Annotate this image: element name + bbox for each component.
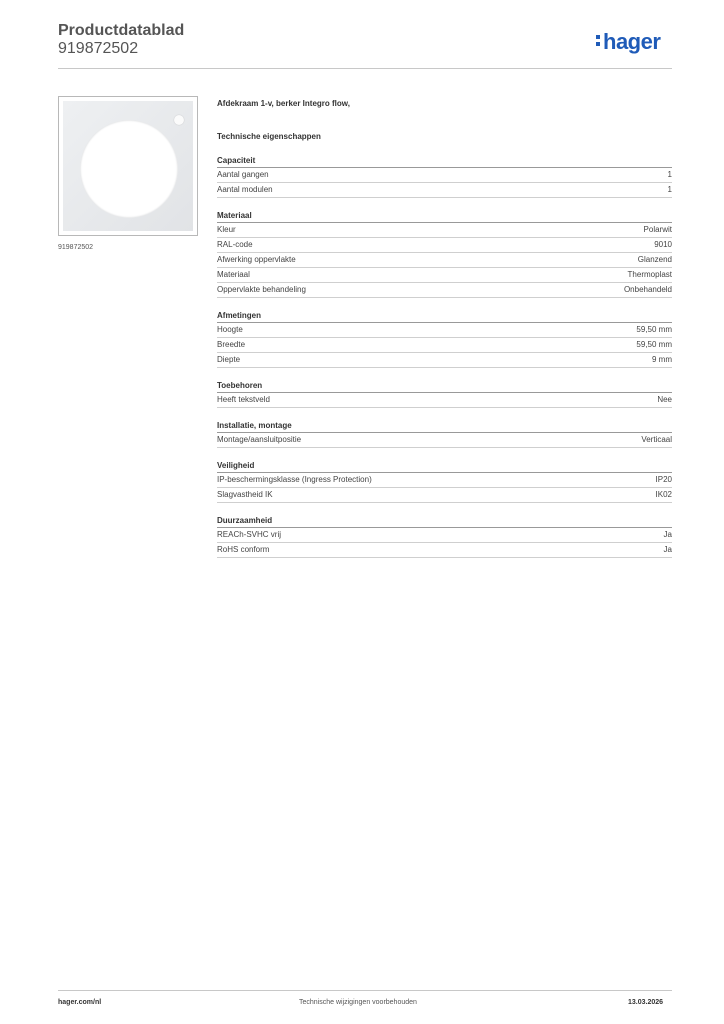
spec-row	[217, 353, 672, 368]
spec-row	[217, 253, 672, 268]
footer-divider	[58, 990, 672, 991]
spec-group	[217, 420, 672, 448]
spec-row	[217, 528, 672, 543]
header-divider	[58, 68, 672, 69]
spec-row	[217, 168, 672, 183]
spec-value: 9010	[654, 240, 672, 249]
spec-group-title: Capaciteit	[217, 155, 672, 168]
spec-label: Diepte	[217, 355, 241, 364]
cover-frame-led-icon	[174, 115, 184, 125]
spec-group-title: Afmetingen	[217, 310, 672, 323]
spec-row	[217, 473, 672, 488]
product-image	[58, 96, 198, 236]
spec-row	[217, 323, 672, 338]
spec-row	[217, 268, 672, 283]
footer-website: hager.com/nl	[58, 999, 102, 1006]
spec-group-title: Duurzaamheid	[217, 515, 672, 528]
cover-frame-opening	[80, 120, 178, 218]
product-title: Afdekraam 1-v, berker Integro flow,	[217, 99, 350, 108]
spec-row	[217, 543, 672, 558]
spec-group	[217, 210, 672, 298]
hager-logo	[596, 29, 660, 55]
spec-label: Hoogte	[217, 325, 243, 334]
spec-group-title: Installatie, montage	[217, 420, 672, 433]
spec-value: 1	[667, 185, 672, 194]
spec-row	[217, 183, 672, 198]
spec-label: IP-beschermingsklasse (Ingress Protection)	[217, 475, 372, 484]
logo-dots-icon	[596, 32, 600, 46]
spec-row	[217, 283, 672, 298]
product-image-caption: 919872502	[58, 244, 94, 251]
spec-group-title: Materiaal	[217, 210, 672, 223]
spec-label: Materiaal	[217, 270, 250, 279]
spec-row	[217, 433, 672, 448]
spec-value: 59,50 mm	[636, 325, 672, 334]
spec-label: RAL-code	[217, 240, 253, 249]
spec-value: 1	[667, 170, 672, 179]
spec-value: Ja	[663, 530, 672, 539]
logo-text: hager	[603, 29, 661, 54]
spec-group-title: Veiligheid	[217, 460, 672, 473]
page-title: Productdatablad	[58, 22, 185, 39]
cover-frame-plate	[63, 101, 193, 231]
spec-label: Breedte	[217, 340, 246, 349]
spec-groups	[217, 155, 672, 558]
spec-label: RoHS conform	[217, 545, 270, 554]
footer-disclaimer: Technische wijzigingen voorbehouden	[299, 999, 417, 1006]
spec-value: Ja	[663, 545, 672, 554]
spec-group	[217, 380, 672, 408]
footer-date: 13.03.2026	[628, 999, 664, 1006]
spec-group	[217, 310, 672, 368]
spec-value: IK02	[655, 490, 672, 499]
spec-row	[217, 238, 672, 253]
spec-value: Nee	[657, 395, 672, 404]
spec-group-title: Toebehoren	[217, 380, 672, 393]
spec-label: Kleur	[217, 225, 236, 234]
spec-label: Slagvastheid IK	[217, 490, 273, 499]
spec-value: IP20	[655, 475, 672, 484]
spec-label: Aantal gangen	[217, 170, 269, 179]
spec-group	[217, 515, 672, 558]
spec-row	[217, 223, 672, 238]
spec-group	[217, 460, 672, 503]
spec-label: Oppervlakte behandeling	[217, 285, 306, 294]
spec-label: Montage/aansluitpositie	[217, 435, 302, 444]
spec-value: Verticaal	[641, 435, 672, 444]
spec-value: Glanzend	[637, 255, 672, 264]
spec-label: Afwerking oppervlakte	[217, 255, 296, 264]
spec-label: Heeft tekstveld	[217, 395, 270, 404]
spec-value: Onbehandeld	[623, 285, 672, 294]
spec-row	[217, 338, 672, 353]
spec-label: REACh-SVHC vrij	[217, 530, 282, 539]
spec-value: Polarwit	[643, 225, 672, 234]
spec-value: Thermoplast	[627, 270, 672, 279]
spec-row	[217, 393, 672, 408]
spec-group	[217, 155, 672, 198]
spec-content	[217, 97, 672, 558]
spec-row	[217, 488, 672, 503]
spec-value: 9 mm	[652, 355, 672, 364]
spec-value: 59,50 mm	[636, 340, 672, 349]
spec-label: Aantal modulen	[217, 185, 273, 194]
section-heading: Technische eigenschappen	[217, 132, 321, 141]
product-number: 919872502	[58, 40, 139, 57]
